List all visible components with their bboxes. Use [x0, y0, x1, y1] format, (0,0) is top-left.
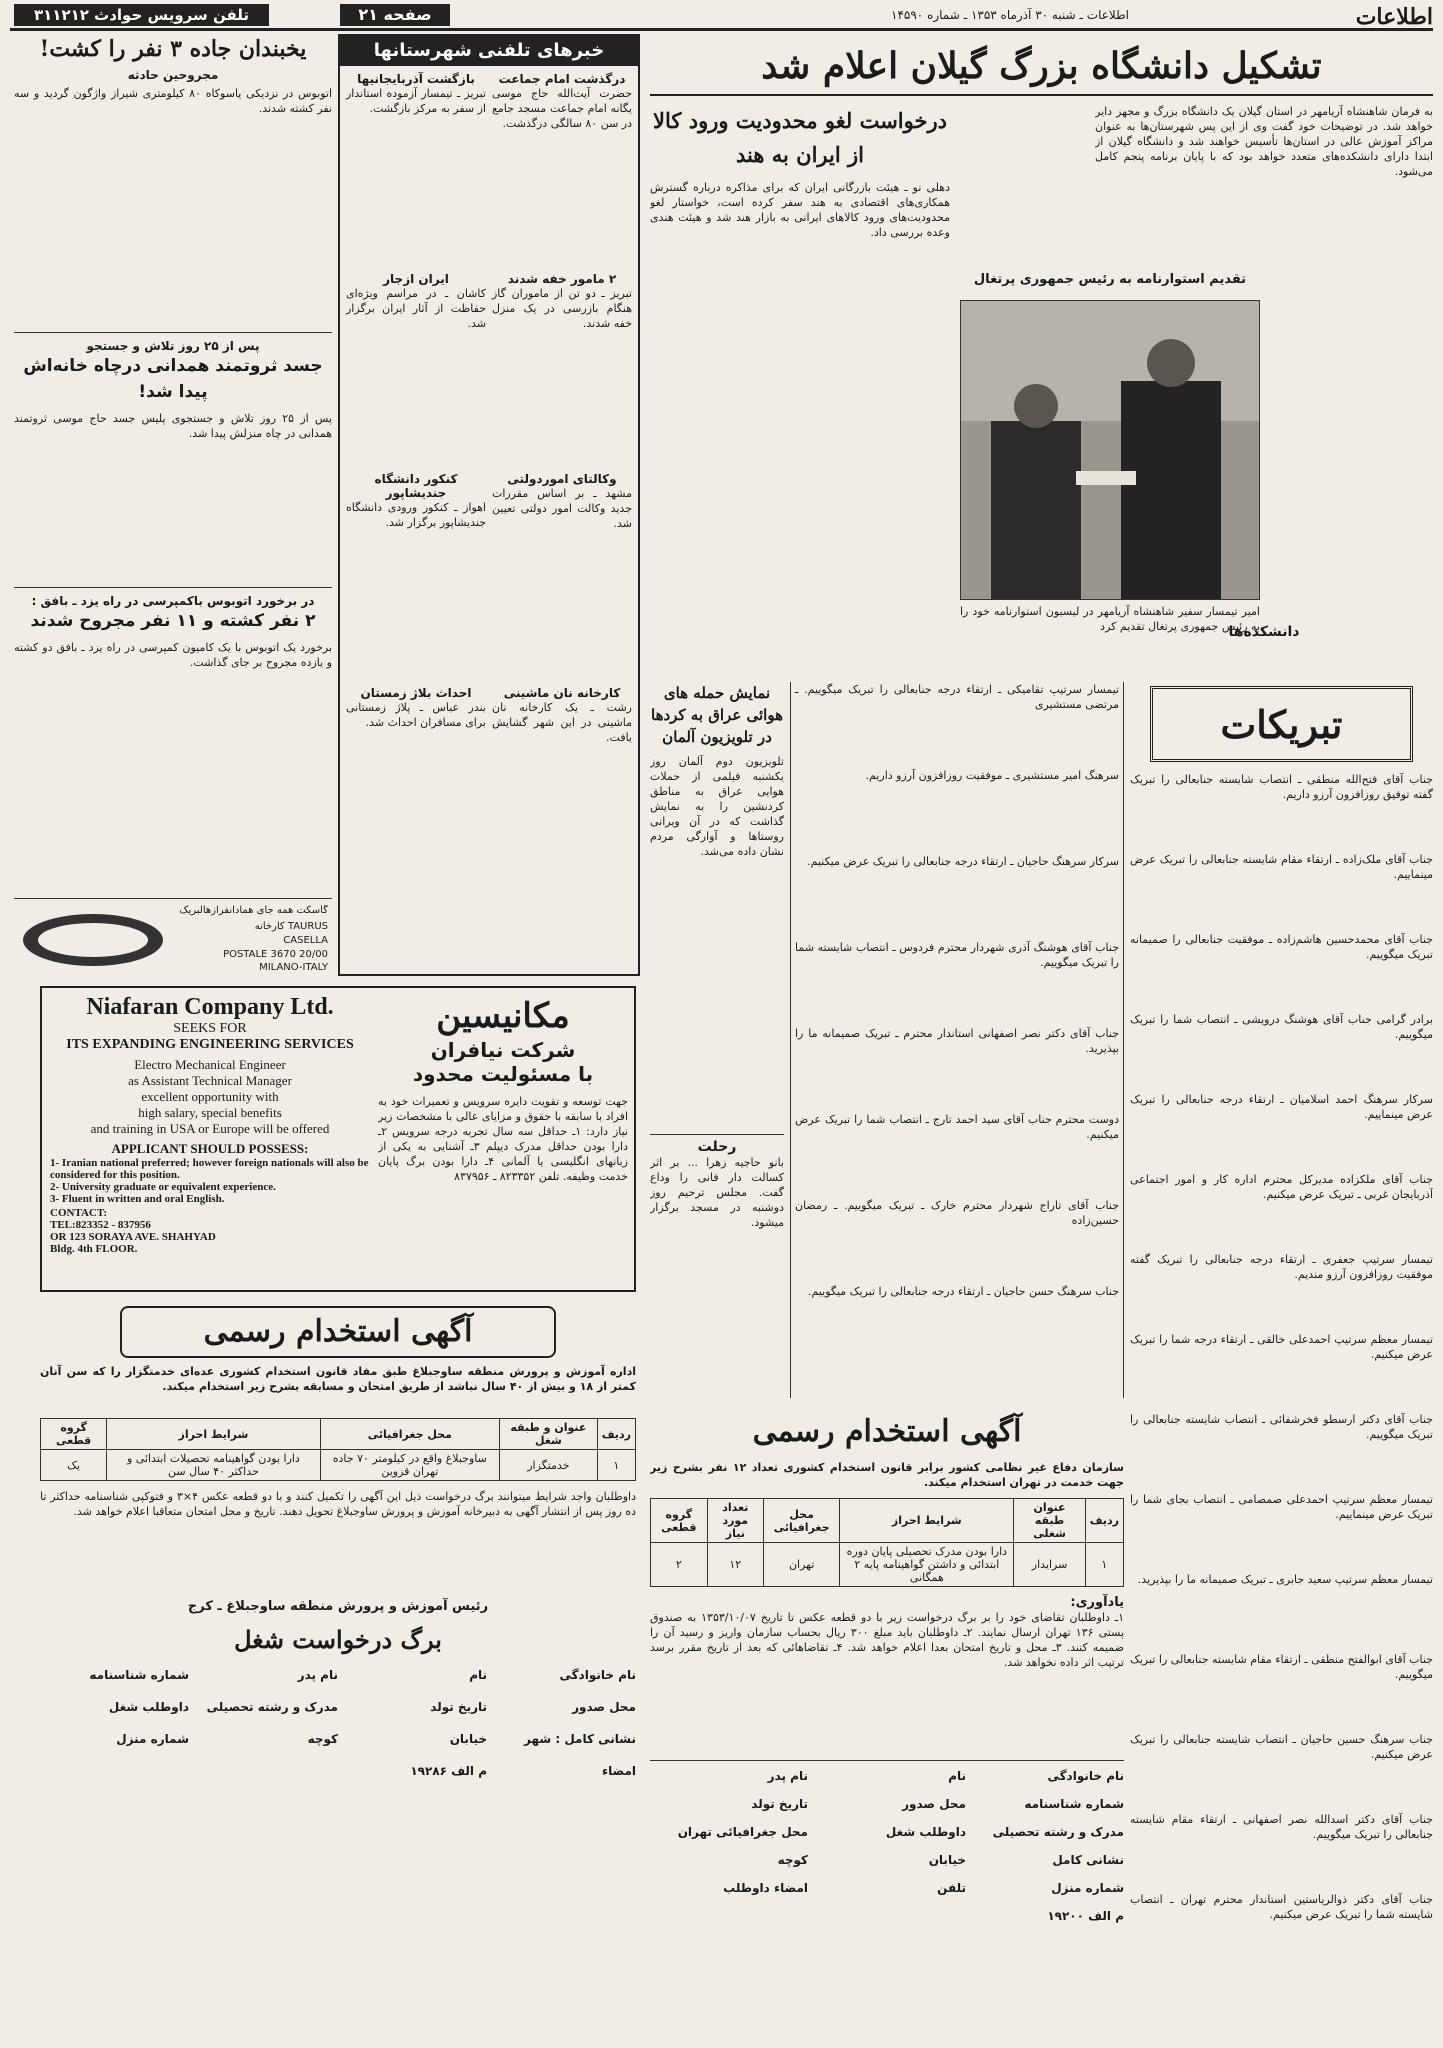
- trade-body: دهلی نو ـ هیئت بازرگانی ایران که برای مذاکره درباره گسترش همکاری‌های اقتصادی به هند سفر کرده است، خواستار لغو محدودیت‌های ورود کالاهای ایرانی به بازار هند شد و هیئت هندی وعده بررسی داد.: [650, 181, 950, 239]
- photo-subcaption: امیر تیمسار سفیر شاهنشاه آریامهر در لیسبون استوارنامه خود را به رئیس جمهوری پرتغال تقدیم کرد: [960, 605, 1260, 633]
- left-news-column: [14, 34, 332, 894]
- services-label: ITS EXPANDING ENGINEERING SERVICES: [66, 1037, 354, 1052]
- recruit-right-notes: ۱ـ داوطلبان تقاضای خود را بر برگ درخواست زیر با دو قطعه عکس تا تاریخ ۱۳۵۳/۱۰/۰۷ به صندوق پستی ۱۳۶ تهران ارسال نمایند. ۲ـ داوطلبان باید مبلغ ۳۰۰ ریال بحساب سازمان واریز و رسید آن را ضمیمه کنند. ۳ـ محل و تاریخ امتحان بعدا اعلام خواهد شد. ۴ـ تقاضاهائی که بعد از تاریخ مقرر برسد ترتیب اثر داده نخواهد شد.: [650, 1611, 1124, 1669]
- form-code: م الف ۱۹۲۰۰: [1047, 1909, 1124, 1923]
- obituary-body: بانو حاجیه زهرا ... بر اثر کسالت دار فانی را وداع گفت. مجلس ترحیم روز دوشنبه در مسجد برگزار میشود.: [650, 1156, 784, 1229]
- body-found-headline: جسد ثروتمند همدانی درچاه خانه‌اش پیدا شد!: [23, 356, 323, 402]
- form-field[interactable]: تلفن: [937, 1881, 966, 1895]
- item-title: کنکور دانشگاه جندیشاپور: [374, 472, 458, 500]
- table-cell: ساوجبلاغ واقع در کیلومتر ۷۰ جاده تهران قزوین: [320, 1450, 499, 1481]
- item-title: احداث بلاژ زمستان: [360, 686, 472, 700]
- table-cell: تهران: [763, 1543, 839, 1587]
- congrats-item: سرکار سرهنگ احمد اسلامیان ـ ارتقاء درجه جنابعالی را تبریک عرض مینماییم.: [1130, 1093, 1433, 1121]
- role-line1: Electro Mechanical Engineer: [134, 1057, 286, 1072]
- form-fields: [40, 1668, 636, 1778]
- congrats-item: تیمسار سرتیپ جعفری ـ ارتقاء درجه جنابعالی را تبریک گفته موفقیت روزافزون آرزو مندیم.: [1130, 1253, 1433, 1281]
- table-cell: ۱: [597, 1450, 635, 1481]
- table-cell: یک: [41, 1450, 107, 1481]
- mid-congrats-item: جناب آقای دکتر نصر اصفهانی استاندار محترم ـ تبریک صمیمانه ما را بپذیرید.: [795, 1027, 1119, 1055]
- congrats-item: تیمسار معظم سرتیپ سعید جابری ـ تبریک صمیمانه ما را بپذیرید.: [1137, 1573, 1433, 1586]
- phone-news-box: [338, 34, 640, 976]
- table-cell: ۲: [651, 1543, 708, 1587]
- taurus-line1: گاسکت همه جای همادانفرازهالبریک: [179, 905, 328, 916]
- form-field[interactable]: خیابان: [449, 1732, 487, 1746]
- body-found-text: پس از ۲۵ روز تلاش و جستجوی پلیس جسد حاج موسی ثروتمند همدانی در چاه منزلش پیدا شد.: [14, 412, 332, 440]
- item-body: تبریز ـ تیمسار آزموده استاندار از سفر به مرکز بازگشت.: [346, 87, 486, 115]
- form-field[interactable]: محل صدور: [902, 1797, 966, 1811]
- form-field[interactable]: مدرک و رشته تحصیلی: [206, 1700, 338, 1714]
- col-header: تعداد مورد نیاز: [707, 1499, 763, 1543]
- accident-headline: یخبندان جاده ۳ نفر را کشت!: [39, 36, 307, 62]
- phone-news-headline: خبرهای تلفنی شهرستانها: [340, 36, 638, 66]
- taurus-line3: CASELLA: [283, 935, 328, 946]
- obituary-title: رحلت: [650, 1134, 784, 1155]
- recruit-right-title: آگهی استخدام رسمی: [752, 1414, 1022, 1449]
- item-title: کارخانه نان ماشینی: [503, 686, 621, 700]
- masthead-logo: اطلاعات: [1355, 4, 1433, 30]
- mid-congrats-item: جناب سرهنگ حسن حاجیان ـ ارتقاء درجه جنابعالی را تبریک میگوییم.: [808, 1285, 1119, 1298]
- kurd-body: تلویزیون دوم آلمان روز یکشنبه فیلمی از حملات هوایی عراق به مناطق کردنشین را به نمایش گذاشت که در آن ویرانی روستاها و آوارگی مردم نشان داده می‌شد.: [650, 755, 784, 858]
- masthead-rule: [10, 28, 1433, 31]
- form-field[interactable]: شماره شناسنامه: [1024, 1797, 1124, 1811]
- niafaran-ad: [40, 986, 636, 1292]
- item-body: تبریز ـ دو تن از ماموران گاز هنگام بازرسی در یک منزل خفه شدند.: [492, 287, 632, 330]
- role-line2: as Assistant Technical Manager: [128, 1073, 292, 1088]
- col-header: گروه قطعی: [651, 1499, 708, 1543]
- fa-body: جهت توسعه و تقویت دایره سرویس و تعمیرات خود به افراد با سابقه با حقوق و مزایای عالی با مشخصات زیر نیاز دارد: ۱ـ حداقل سه سال تجربه درجه سرویس ۲ـ دارا بودن حداقل مدرک دیپلم ۳ـ آشنایی به یکی از زبانهای انگلیسی یا آلمانی ۴ـ دارا بودن برگ پایان خدمت وظیفه. تلفن ۸۲۳۳۵۲ ـ ۸۳۷۹۵۶: [378, 1095, 628, 1183]
- table-cell: سرایدار: [1014, 1543, 1085, 1587]
- taurus-line5: MILANO-ITALY: [259, 962, 328, 973]
- recruit-left: [40, 1300, 636, 2042]
- form-field[interactable]: تاریخ تولد: [430, 1700, 487, 1714]
- item-body: حضرت آیت‌الله حاج موسی یگانه امام جماعت مسجد جامع در سن ۸۰ سالگی درگذشت.: [492, 87, 632, 130]
- page-number: صفحه ۲۱: [340, 4, 450, 26]
- phone-news-item: [492, 272, 632, 466]
- congrats-item: جناب آقای ملکزاده مدیرکل محترم اداره کار و امور اجتماعی آذربایجان غربی ـ تبریک عرض میکنیم.: [1130, 1173, 1433, 1201]
- phone-news-item: [346, 472, 486, 680]
- lead-subhead: دانشکده‌ها: [1228, 624, 1300, 640]
- taurus-line2: کارخانه TAURUS: [254, 921, 328, 932]
- requirement-3: 3- Fluent in written and oral English.: [50, 1193, 225, 1205]
- offer-line1: excellent opportunity with: [141, 1089, 279, 1104]
- requirements-title: APPLICANT SHOULD POSSESS:: [111, 1141, 309, 1156]
- col-header: محل جغرافیائی: [320, 1419, 499, 1450]
- table-cell: ۱۲: [707, 1543, 763, 1587]
- embassy-photo: [960, 300, 1260, 600]
- item-body: اهواز ـ کنکور ورودی دانشگاه جندیشاپور برگزار شد.: [346, 501, 486, 529]
- congrats-item: جناب آقای دکتر ذوالریاستین استاندار محترم تهران ـ انتصاب شایسته شما را تبریک عرض میکنیم.: [1130, 1893, 1433, 1921]
- mid-congrats-item: تیمسار سرتیپ تقامیکی ـ ارتقاء درجه جنابعالی را تبریک میگوییم. ـ مرتضی مستشیری: [795, 683, 1119, 711]
- bus-crash-headline: ۲ نفر کشته و ۱۱ نفر مجروح شدند: [30, 611, 316, 631]
- contact-building: Bldg. 4th FLOOR.: [50, 1243, 138, 1255]
- table-cell: ۱: [1085, 1543, 1123, 1587]
- recruit-left-signature: رئیس آموزش و پرورش منطقه ساوجبلاغ ـ کرج: [187, 1599, 489, 1614]
- mid-congrats-item: سرهنگ امیر مستشیری ـ موفقیت روزافزون آرزو داریم.: [865, 769, 1119, 782]
- form-field[interactable]: محل صدور: [572, 1700, 636, 1714]
- contact-address: OR 123 SORAYA AVE. SHAHYAD: [50, 1231, 216, 1243]
- recruit-left-intro: اداره آموزش و پرورش منطقه ساوجبلاغ طبق مفاد قانون استخدام کشوری عده‌ای خدمتگزار را که سن آنان کمتر از ۱۸ و بیش از ۴۰ سال نباشد از طریق امتحان و مسابقه بشرح زیر استخدام میکند.: [40, 1365, 636, 1393]
- niafaran-persian: [378, 994, 628, 1286]
- bus-crash-body: برخورد یک اتوبوس با یک کامیون کمپرسی در راه یزد ـ بافق دو کشته و یازده مجروح بر جای گذاشت.: [14, 641, 332, 669]
- body-found-kicker: پس از ۲۵ روز تلاش و جستجو: [86, 339, 260, 353]
- form-field[interactable]: کوچه: [307, 1732, 338, 1746]
- form-field[interactable]: شماره منزل: [116, 1732, 189, 1746]
- recruit-left-notes: داوطلبان واجد شرایط میتوانند برگ درخواست ذیل این آگهی را تکمیل کنند و با دو قطعه عکس ۴×۳ و فتوکپی شناسنامه حداکثر تا ده روز پس از انتشار آگهی به دبیرخانه آموزش و پرورش ساوجبلاغ تحویل دهند. تاریخ و محل امتحان متعاقبا اعلام خواهد شد.: [40, 1490, 636, 1518]
- taurus-line4: POSTALE 3670 20/00: [223, 949, 328, 960]
- accident-body: اتوبوس در نزدیکی یاسوکاه ۸۰ کیلومتری شیراز واژگون گردید و سه نفر کشته شدند.: [14, 87, 332, 115]
- photo-caption: تقدیم استوارنامه به رئیس جمهوری پرتغال: [973, 272, 1247, 287]
- item-title: ایران ازجار: [383, 272, 449, 286]
- form-field[interactable]: امضاء: [601, 1764, 636, 1778]
- phone-service-line: تلفن سرویس حوادث ۳۱۱۲۱۲: [14, 4, 269, 26]
- congrats-title: تبریکات: [1150, 686, 1413, 762]
- notes-title: یادآوری:: [1070, 1595, 1124, 1610]
- phone-news-item: [346, 272, 486, 466]
- phone-news-item: [492, 72, 632, 266]
- trade-story: [650, 104, 950, 670]
- seeks-label: SEEKS FOR: [173, 1021, 247, 1036]
- item-body: کاشان ـ در مراسم ویژه‌ای حفاظت از آثار ایران برگزار شد.: [346, 287, 486, 330]
- offer-line3: and training in USA or Europe will be offered: [90, 1121, 330, 1136]
- issue-line: اطلاعات ـ شنبه ۳۰ آذرماه ۱۳۵۳ ـ شماره ۱۴۵۹۰: [891, 8, 1129, 22]
- item-body: بندر عباس ـ پلاژ زمستانی برای مسافران احداث شد.: [346, 701, 486, 729]
- congrats-item: برادر گرامی جناب آقای هوشنگ درویشی ـ انتصاب شما را تبریک میگوییم.: [1130, 1013, 1433, 1041]
- form-field[interactable]: داوطلب شغل: [108, 1700, 189, 1714]
- contact-tel: TEL:823352 - 837956: [50, 1219, 151, 1231]
- taurus-ad: [14, 898, 332, 978]
- form-field[interactable]: نام: [469, 1668, 487, 1682]
- divider: [14, 332, 332, 333]
- mid-congrats-column: [790, 682, 1124, 1398]
- company-name: Niafaran Company Ltd.: [86, 994, 334, 1020]
- recruit-left-title: آگهی استخدام رسمی: [120, 1306, 556, 1358]
- phone-news-item: [492, 686, 632, 880]
- form-field[interactable]: محل جغرافیائی تهران: [677, 1825, 808, 1839]
- contact-title: CONTACT:: [50, 1207, 108, 1219]
- form-field[interactable]: نام: [948, 1769, 966, 1783]
- form-field[interactable]: تاریخ تولد: [751, 1797, 808, 1811]
- congrats-item: جناب سرهنگ حسین حاجیان ـ انتصاب شایسته جنابعالی را تبریک عرض میکنیم.: [1130, 1733, 1433, 1761]
- form-field[interactable]: نشانی کامل : شهر: [523, 1732, 636, 1746]
- col-header: شرایط احراز: [840, 1499, 1014, 1543]
- recruit-right-intro: سازمان دفاع غیر نظامی کشور برابر قانون استخدام کشوری تعداد ۱۲ نفر بشرح زیر جهت خدمت در تهران استخدام میکند.: [650, 1461, 1124, 1489]
- requirement-2: 2- University graduate or equivalent experience.: [50, 1181, 276, 1193]
- kurd-headline: نمایش حمله های هوائی عراق به کردها در تلویزیون آلمان: [651, 684, 783, 746]
- item-title: وکالتای اموردولتی: [507, 472, 617, 486]
- congrats-item: جناب آقای ابوالفتح منطقی ـ ارتقاء مقام شایسته جنابعالی را تبریک میگوییم.: [1130, 1653, 1433, 1681]
- col-header: ردیف: [1085, 1499, 1123, 1543]
- phone-news-item: [492, 472, 632, 680]
- recruit-right: [650, 1404, 1124, 2042]
- form-field[interactable]: نام پدر: [297, 1668, 338, 1682]
- lead-body: به فرمان شاهنشاه آریامهر در استان گیلان یک دانشگاه بزرگ و مجهز دایر خواهد شد. در توضیحات خود گفت وی از این پس شهرستان‌ها به عنوان مراکز آموزش عالی در استان‌ها تأسیس خواهند شد و دانشگاه گیلان از ابتدا دارای دانشکده‌های متعدد خواهد بود که با پایان برنامه پنجم کامل می‌شود.: [1095, 105, 1433, 178]
- form-fields-right: [650, 1760, 1124, 1923]
- congrats-item: جناب آقای فتح‌الله منطقی ـ انتصاب شایسته جنابعالی را تبریک گفته توفیق روزافزون آرزو داریم.: [1130, 773, 1433, 801]
- accident-subhead: مجروحین حادثه: [127, 68, 219, 82]
- form-code: م الف ۱۹۲۸۶: [410, 1764, 487, 1778]
- col-header: عنوان طبقه شغلی: [1014, 1499, 1085, 1543]
- congrats-item: تیمسار معظم سرتیپ احمدعلی خالقی ـ ارتقاء درجه شما را تبریک عرض میکنیم.: [1130, 1333, 1433, 1361]
- kurd-column: [650, 682, 784, 1398]
- col-header: عنوان و طبقه شغل: [500, 1419, 598, 1450]
- congrats-item: جناب آقای محمدحسین هاشم‌زاده ـ موفقیت جنابعالی را صمیمانه تبریک میگوییم.: [1130, 933, 1433, 961]
- requirement-1: 1- Iranian national preferred; however foreign nationals will also be considered for this position.: [50, 1157, 369, 1181]
- recruit-left-table: [40, 1418, 636, 1481]
- fa-title: مکانیسین: [436, 996, 570, 1036]
- table-cell: دارا بودن گواهینامه تحصیلات ابتدائی و حداکثر ۴۰ سال سن: [107, 1450, 320, 1481]
- form-field[interactable]: نام خانوادگی: [559, 1668, 636, 1682]
- congrats-item: جناب آقای دکتر ارسطو فخرشفائی ـ انتصاب شایسته جنابعالی را تبریک میگوییم.: [1130, 1413, 1433, 1441]
- col-header: ردیف: [597, 1419, 635, 1450]
- phone-news-item: [346, 686, 486, 880]
- divider: [14, 587, 332, 588]
- form-field[interactable]: کوچه: [777, 1853, 808, 1867]
- mid-congrats-item: جناب آقای هوشنگ آذری شهردار محترم فردوس ـ انتصاب شایسته شما را تبریک میگوییم.: [795, 941, 1119, 969]
- col-header: محل جغرافیائی: [763, 1499, 839, 1543]
- bus-crash-kicker: در برخورد اتوبوس باکمپرسی در راه یزد ـ بافق :: [31, 594, 315, 608]
- gasket-ring-illustration: [18, 909, 168, 971]
- item-body: رشت ـ یک کارخانه نان ماشینی در این شهر گشایش یافت.: [492, 701, 632, 744]
- trade-headline: درخواست لغو محدودیت ورود کالا از ایران به هند: [653, 108, 947, 167]
- congrats-item: جناب آقای دکتر اسدالله نصر اصفهانی ـ ارتقاء مقام شایسته جنابعالی را تبریک میگوییم.: [1130, 1813, 1433, 1841]
- congrats-item: تیمسار معظم سرتیپ احمدعلی صمصامی ـ انتصاب بجای شما را تبریک عرض مینماییم.: [1130, 1493, 1433, 1521]
- table-cell: خدمتگزار: [500, 1450, 598, 1481]
- form-field[interactable]: نشانی کامل: [1052, 1853, 1124, 1867]
- recruit-right-table: [650, 1498, 1124, 1587]
- niafaran-english: [50, 994, 370, 1286]
- form-field[interactable]: مدرک و رشته تحصیلی: [992, 1825, 1124, 1839]
- mid-congrats-item: دوست محترم جناب آقای سید احمد تارج ـ انتصاب شما را تبریک عرض میکنیم.: [795, 1113, 1119, 1141]
- col-header: گروه قطعی: [41, 1419, 107, 1450]
- form-field[interactable]: داوطلب شغل: [885, 1825, 966, 1839]
- form-field[interactable]: شماره منزل: [1051, 1881, 1124, 1895]
- mid-congrats-item: جناب آقای تاراج شهردار محترم خارک ـ تبریک میگوییم. ـ رمضان حسین‌زاده: [795, 1199, 1119, 1227]
- lead-headline: تشکیل دانشگاه بزرگ گیلان اعلام شد: [650, 36, 1433, 96]
- mid-congrats-item: سرکار سرهنگ حاجیان ـ ارتقاء درجه جنابعالی را تبریک عرض میکنیم.: [807, 855, 1119, 868]
- item-title: درگذشت امام جماعت: [498, 72, 626, 86]
- photo-illustration: [961, 301, 1260, 600]
- item-title: ۲ مامور خفه شدند: [507, 272, 617, 286]
- congrats-column: [1130, 682, 1433, 2042]
- fa-company: شرکت نیافران: [430, 1038, 576, 1062]
- form-field[interactable]: خیابان: [928, 1853, 966, 1867]
- table-row: [41, 1450, 636, 1481]
- form-field[interactable]: شماره شناسنامه: [89, 1668, 189, 1682]
- item-title: بازگشت آذربایجانیها: [357, 72, 475, 86]
- congrats-item: جناب آقای ملک‌زاده ـ ارتقاء مقام شایسته جنابعالی را تبریک عرض مینماییم.: [1130, 853, 1433, 881]
- table-row: [651, 1543, 1124, 1587]
- form-field[interactable]: امضاء داوطلب: [723, 1881, 808, 1895]
- col-header: شرایط احراز: [107, 1419, 320, 1450]
- item-body: مشهد ـ بر اساس مقررات جدید وکالت امور دولتی تعیین شد.: [492, 487, 632, 530]
- form-title: برگ درخواست شغل: [234, 1625, 442, 1654]
- fa-ltd: با مسئولیت محدود: [412, 1062, 594, 1086]
- table-cell: دارا بودن مدرک تحصیلی پایان دوره ابتدائی و داشتن گواهینامه پایه ۲ همگانی: [840, 1543, 1014, 1587]
- phone-news-item: [346, 72, 486, 266]
- offer-line2: high salary, special benefits: [138, 1105, 282, 1120]
- form-field[interactable]: نام پدر: [767, 1769, 808, 1783]
- form-field[interactable]: نام خانوادگی: [1047, 1769, 1124, 1783]
